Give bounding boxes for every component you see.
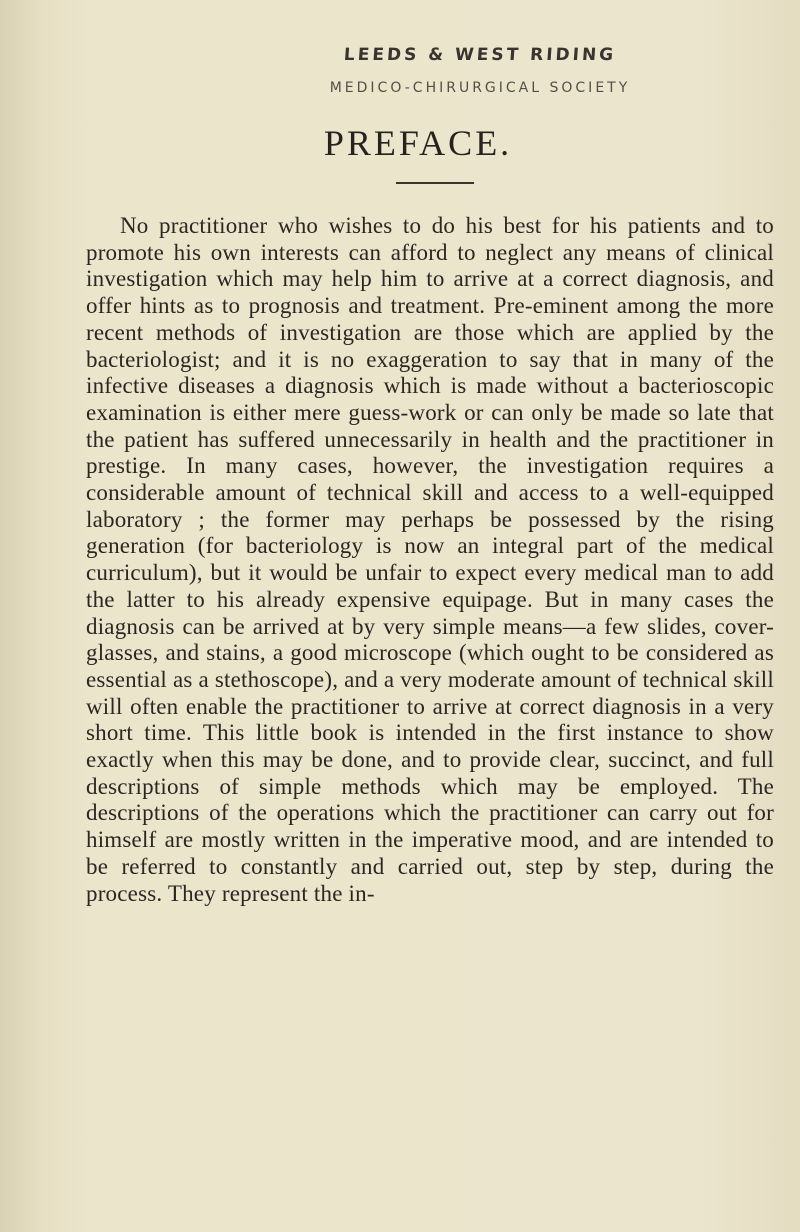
page-title: PREFACE. xyxy=(323,123,513,163)
preface-paragraph: No practitioner who wishes to do his best for his patients and to promote his own interests can afford to neglect any means of clinical investigation which may help him to arrive at a correct diagnosis, and offer hints as to prognosis and treatment. Pre-eminent among the more recent methods of investigation are those which are applied by the bacteriologist; and it is no exaggeration to say that in many of the infective diseases a diagnosis which is made without a bacterioscopic examination is either mere guess-work or can only be made so late that the patient has suffered unnecessarily in health and the practitioner in prestige. In many cases, however, the investigation requires a considerable amount of technical skill and access to a well-equipped laboratory ; the former may perhaps be possessed by the rising generation (for bacteriology is now an integral part of the medical curriculum), but it would be unfair to expect every medical man to add the latter to his already expensive equipage. But in many cases the diagnosis can be arrived at by very simple means—a few slides, cover-glasses, and stains, a good microscope (which ought to be considered as essential as a stethoscope), and a very moderate amount of technical skill will often enable the practitioner to arrive at correct diagnosis in a very short time. This little book is intended in the first instance to show exactly when this may be done, and to provide clear, succinct, and full descriptions of simple methods which may be employed. The descriptions of the operations which the practitioner can carry out for himself are mostly written in the imperative mood, and are intended to be referred to constantly and carried out, step by step, during the process. They represent the in- xyxy=(86,213,774,906)
library-stamp xyxy=(270,44,690,98)
title-rule xyxy=(396,182,474,184)
stamp-line-2: MEDICO-CHIRURGICAL SOCIETY xyxy=(329,80,631,96)
stamp-line-1: LEEDS & WEST RIDING xyxy=(343,45,617,65)
